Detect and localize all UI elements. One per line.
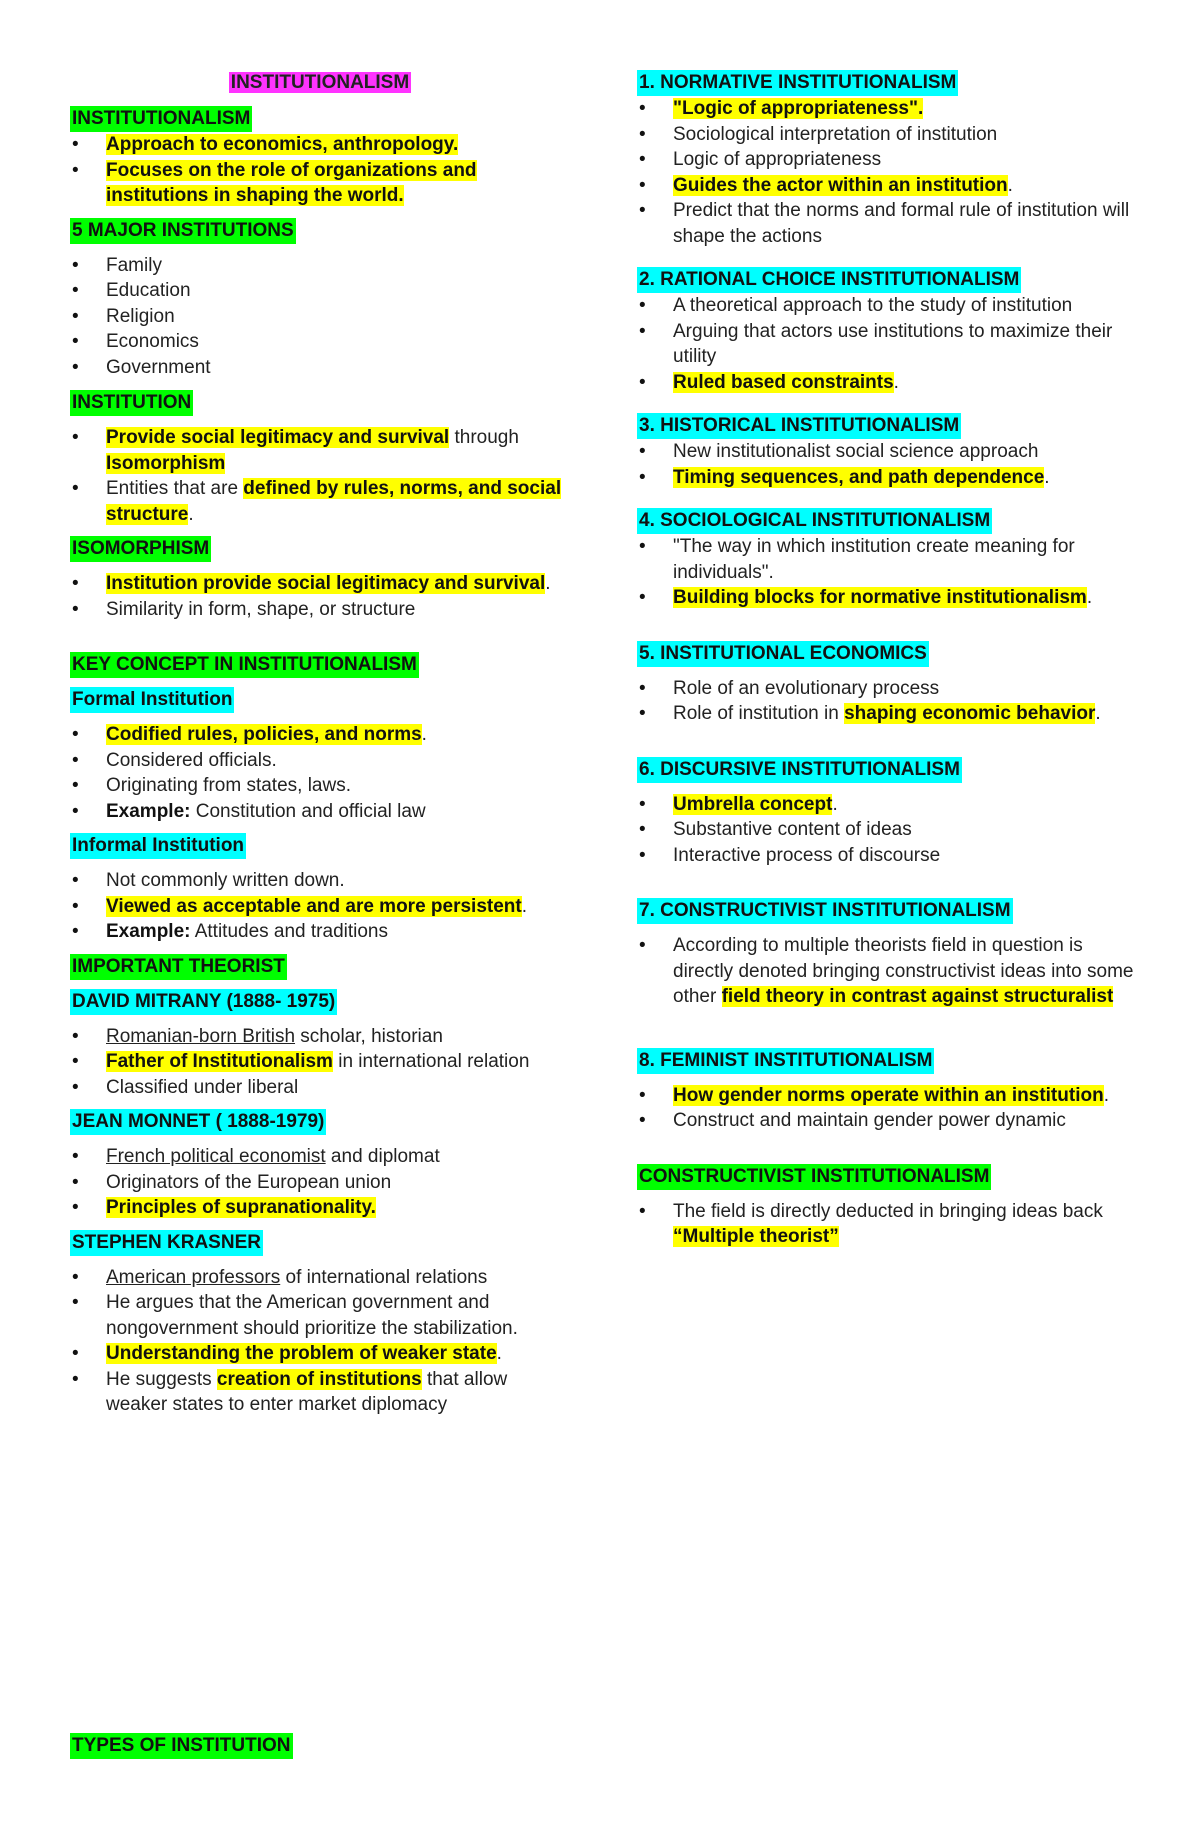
section-header: 1. NORMATIVE INSTITUTIONALISM: [637, 70, 958, 96]
section-informal: [70, 833, 570, 945]
section-header: TYPES OF INSTITUTION: [70, 1733, 293, 1759]
list-item: • Construct and maintain gender power dynamic: [637, 1108, 1137, 1134]
list-item: • Sociological interpretation of institution: [637, 122, 1137, 148]
list-item: • Viewed as acceptable and are more persistent.: [70, 894, 570, 920]
list-item: • Education: [70, 278, 570, 304]
section-header: 8. FEMINIST INSTITUTIONALISM: [637, 1048, 934, 1074]
list-item: • Understanding the problem of weaker state.: [70, 1341, 570, 1367]
section-header: 7. CONSTRUCTIVIST INSTITUTIONALISM: [637, 898, 1013, 924]
list-item: • New institutionalist social science approach: [637, 439, 1137, 465]
list-item: • Building blocks for normative institutionalism.: [637, 585, 1137, 611]
list-item: • Romanian-born British scholar, historian: [70, 1024, 570, 1050]
list-item: • Predict that the norms and formal rule of institution will shape the actions: [637, 198, 1137, 249]
section-institutional-economics: [637, 641, 1137, 727]
list-item: • He suggests creation of institutions that allow weaker states to enter market diplomacy: [70, 1367, 570, 1418]
section-key-concept: [70, 652, 570, 678]
section-isomorphism: [70, 536, 570, 622]
right-column: [637, 70, 1137, 1250]
list-item: • According to multiple theorists field in question is directly denoted bringing constructivist ideas into some other field theory in contrast against structuralist: [637, 933, 1137, 1010]
list-item: • Originators of the European union: [70, 1170, 570, 1196]
list-item: • Timing sequences, and path dependence.: [637, 465, 1137, 491]
section-header: JEAN MONNET ( 1888-1979): [70, 1109, 326, 1135]
left-column: [70, 70, 570, 1418]
list-item: • Example: Attitudes and traditions: [70, 919, 570, 945]
section-header: 2. RATIONAL CHOICE INSTITUTIONALISM: [637, 267, 1021, 293]
section-header: 3. HISTORICAL INSTITUTIONALISM: [637, 413, 961, 439]
list-item: • Not commonly written down.: [70, 868, 570, 894]
list-item: • Father of Institutionalism in international relation: [70, 1049, 570, 1075]
section-header: ISOMORPHISM: [70, 536, 211, 562]
list-item: • A theoretical approach to the study of institution: [637, 293, 1137, 319]
section-normative: [637, 70, 1137, 249]
section-formal: [70, 687, 570, 824]
list-item: • American professors of international relations: [70, 1265, 570, 1291]
list-item: • Logic of appropriateness: [637, 147, 1137, 173]
list-item: • "Logic of appropriateness".: [637, 96, 1137, 122]
list-item: • Example: Constitution and official law: [70, 799, 570, 825]
section-header: 5 MAJOR INSTITUTIONS: [70, 218, 296, 244]
section-feminist: [637, 1048, 1137, 1134]
section-header: Informal Institution: [70, 833, 246, 859]
list-item: • Role of an evolutionary process: [637, 676, 1137, 702]
list-item: • Originating from states, laws.: [70, 773, 570, 799]
list-item: • Classified under liberal: [70, 1075, 570, 1101]
section-header: 5. INSTITUTIONAL ECONOMICS: [637, 641, 929, 667]
section-header: INSTITUTIONALISM: [70, 106, 252, 132]
list-item: • Guides the actor within an institution.: [637, 173, 1137, 199]
list-item: • Institution provide social legitimacy and survival.: [70, 571, 570, 597]
section-header: INSTITUTION: [70, 390, 193, 416]
section-institution: [70, 390, 570, 527]
list-item: • Substantive content of ideas: [637, 817, 1137, 843]
document-title: INSTITUTIONALISM: [230, 72, 410, 93]
list-item: • Family: [70, 253, 570, 279]
section-constructivist: [637, 898, 1137, 1010]
list-item: • The field is directly deducted in bringing ideas back “Multiple theorist”: [637, 1199, 1137, 1250]
section-header: 4. SOCIOLOGICAL INSTITUTIONALISM: [637, 508, 992, 534]
list-item: • Codified rules, policies, and norms.: [70, 722, 570, 748]
section-discursive: [637, 757, 1137, 869]
section-institutionalism: [70, 106, 570, 209]
list-item: • "The way in which institution create meaning for individuals".: [637, 534, 1137, 585]
section-header: DAVID MITRANY (1888- 1975): [70, 989, 337, 1015]
list-item: • How gender norms operate within an institution.: [637, 1083, 1137, 1109]
section-header: Formal Institution: [70, 687, 234, 713]
section-header: STEPHEN KRASNER: [70, 1230, 263, 1256]
list-item: • Government: [70, 355, 570, 381]
list-item: • French political economist and diplomat: [70, 1144, 570, 1170]
list-item: • Considered officials.: [70, 748, 570, 774]
list-item: • Religion: [70, 304, 570, 330]
list-item: • He argues that the American government and nongovernment should prioritize the stabilization.: [70, 1290, 570, 1341]
list-item: • Ruled based constraints.: [637, 370, 1137, 396]
section-header: CONSTRUCTIVIST INSTITUTIONALISM: [637, 1164, 991, 1190]
section-header: KEY CONCEPT IN INSTITUTIONALISM: [70, 652, 419, 678]
section-constructivist-2: [637, 1164, 1137, 1250]
list-item: • Economics: [70, 329, 570, 355]
section-historical: [637, 413, 1137, 490]
section-monnet: [70, 1109, 570, 1221]
section-krasner: [70, 1230, 570, 1418]
list-item: • Approach to economics, anthropology.: [70, 132, 570, 158]
list-item: • Umbrella concept.: [637, 792, 1137, 818]
list-item: • Entities that are defined by rules, norms, and social structure.: [70, 476, 570, 527]
section-mitrany: [70, 989, 570, 1101]
list-item: • Role of institution in shaping economic behavior.: [637, 701, 1137, 727]
list-item: • Principles of supranationality.: [70, 1195, 570, 1221]
section-types: [70, 1733, 293, 1759]
list-item: • Interactive process of discourse: [637, 843, 1137, 869]
list-item: • Arguing that actors use institutions to maximize their utility: [637, 319, 1137, 370]
section-rational-choice: [637, 267, 1137, 395]
section-major-institutions: [70, 218, 570, 381]
list-item: • Similarity in form, shape, or structure: [70, 597, 570, 623]
section-header: IMPORTANT THEORIST: [70, 954, 287, 980]
list-item: • Focuses on the role of organizations and institutions in shaping the world.: [70, 158, 570, 209]
list-item: • Provide social legitimacy and survival through Isomorphism: [70, 425, 570, 476]
section-sociological: [637, 508, 1137, 611]
section-header: 6. DISCURSIVE INSTITUTIONALISM: [637, 757, 962, 783]
section-theorist: [70, 954, 570, 980]
